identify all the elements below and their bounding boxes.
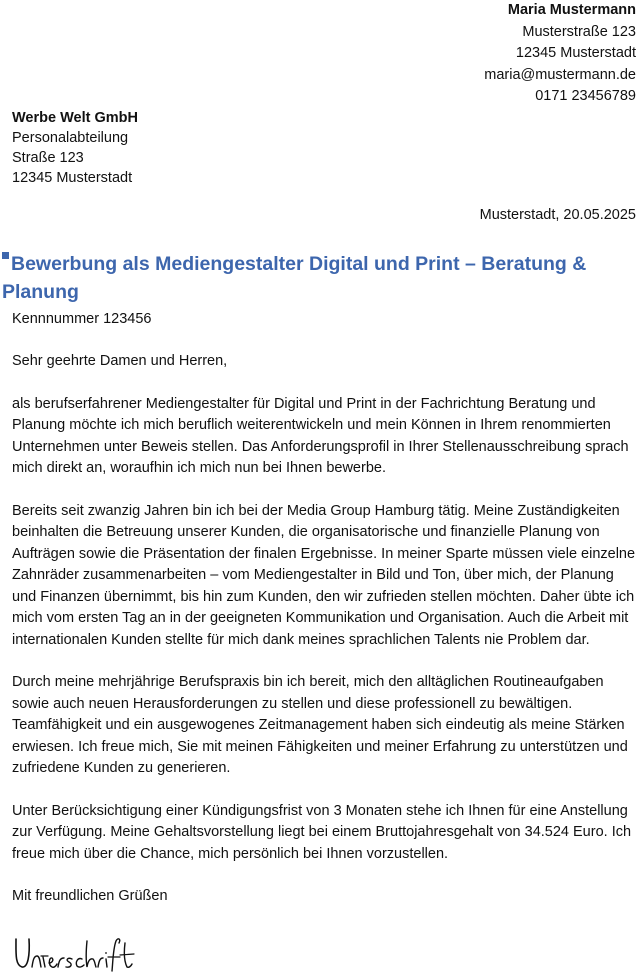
paragraph-3: Durch meine mehrjährige Berufspraxis bin ich bereit, mich den alltäglichen Routineaufgaben sowie auch neuen Herausforderungen zu stellen und diese professionell zu bewältigen. Teamfähigkeit und ein ausgewogenes Zeitmanagement haben sich eindeutig als meine Stärken erwiesen. Ich freue mich, Sie mit meinen Fähigkeiten und meiner Erfahrung zu unterstützen und zufriedene Kunden zu generieren.: [12, 674, 628, 776]
closing: Mit freundlichen Grüßen: [12, 888, 168, 904]
paragraph-1: als berufserfahrener Mediengestalter für Digital und Print in der Fachrichtung Beratung und Planung möchte ich mich beruflich weiterentwickeln und mein Können in Ihrem renommierten Unternehmen unter Beweis stellen. Das Anforderungsprofil in Ihrer Stellenausschreibung sprach mich direkt an, woraufhin ich mich nun bei Ihnen bewerbe.: [12, 395, 629, 476]
recipient-department: Personalabteilung: [12, 130, 129, 146]
paragraph-4: Unter Berücksichtigung einer Kündigungsfrist von 3 Monaten stehe ich Ihnen für eine Anstellung zur Verfügung. Meine Gehaltsvorstellung liegt bei einem Bruttojahresgehalt von 34.524 Euro. Ich freue mich über die Chance, mich persönlich bei Ihnen vorzustellen.: [12, 802, 632, 862]
sender-name: Maria Mustermann: [507, 2, 636, 18]
recipient-company: Werbe Welt GmbH: [12, 110, 138, 126]
salutation: Sehr geehrte Damen und Herren,: [12, 353, 228, 369]
recipient-block: [12, 108, 138, 188]
sender-city: 12345 Musterstadt: [515, 45, 636, 61]
reference-number: Kennnummer 123456: [12, 311, 152, 327]
paragraph-2: Bereits seit zwanzig Jahren bin ich bei der Media Group Hamburg tätig. Meine Zuständigkeiten beinhalten die Betreuung unserer Kunden, die organisatorische und finanzielle Planung von Aufträgen sowie die Präsentation der finalen Ergebnisse. In meiner Sparte müssen viele einzelne Zahnräder zusammenarbeiten – vom Mediengestalter in Bild und Ton, über mich, der Planung und Finanzen übernimmt, bis hin zum Kunden, den wir zufrieden stellen möchten. Daher übte ich mich vom ersten Tag an in der geeigneten Kommunikation und Organisation. Auch die Arbeit mit internationalen Kunden stellte für mich dank meines sprachlichen Talents nie Problem dar.: [12, 502, 636, 648]
subject-text: Bewerbung als Mediengestalter Digital und Print – Beratung & Planung: [2, 253, 587, 303]
sender-phone: 0171 23456789: [535, 88, 636, 104]
subject-heading: [2, 250, 602, 306]
recipient-city: 12345 Musterstadt: [12, 170, 133, 186]
sender-street: Musterstraße 123: [522, 23, 636, 40]
letter-date: Musterstadt, 20.05.2025: [479, 207, 636, 223]
letter-body: [12, 351, 636, 929]
handwritten-signature: [12, 933, 142, 973]
sender-email: maria@mustermann.de: [484, 66, 636, 83]
sender-block: [484, 0, 636, 108]
recipient-street: Straße 123: [12, 150, 84, 166]
heading-marker: [2, 252, 9, 259]
signature-icon: [12, 933, 142, 973]
